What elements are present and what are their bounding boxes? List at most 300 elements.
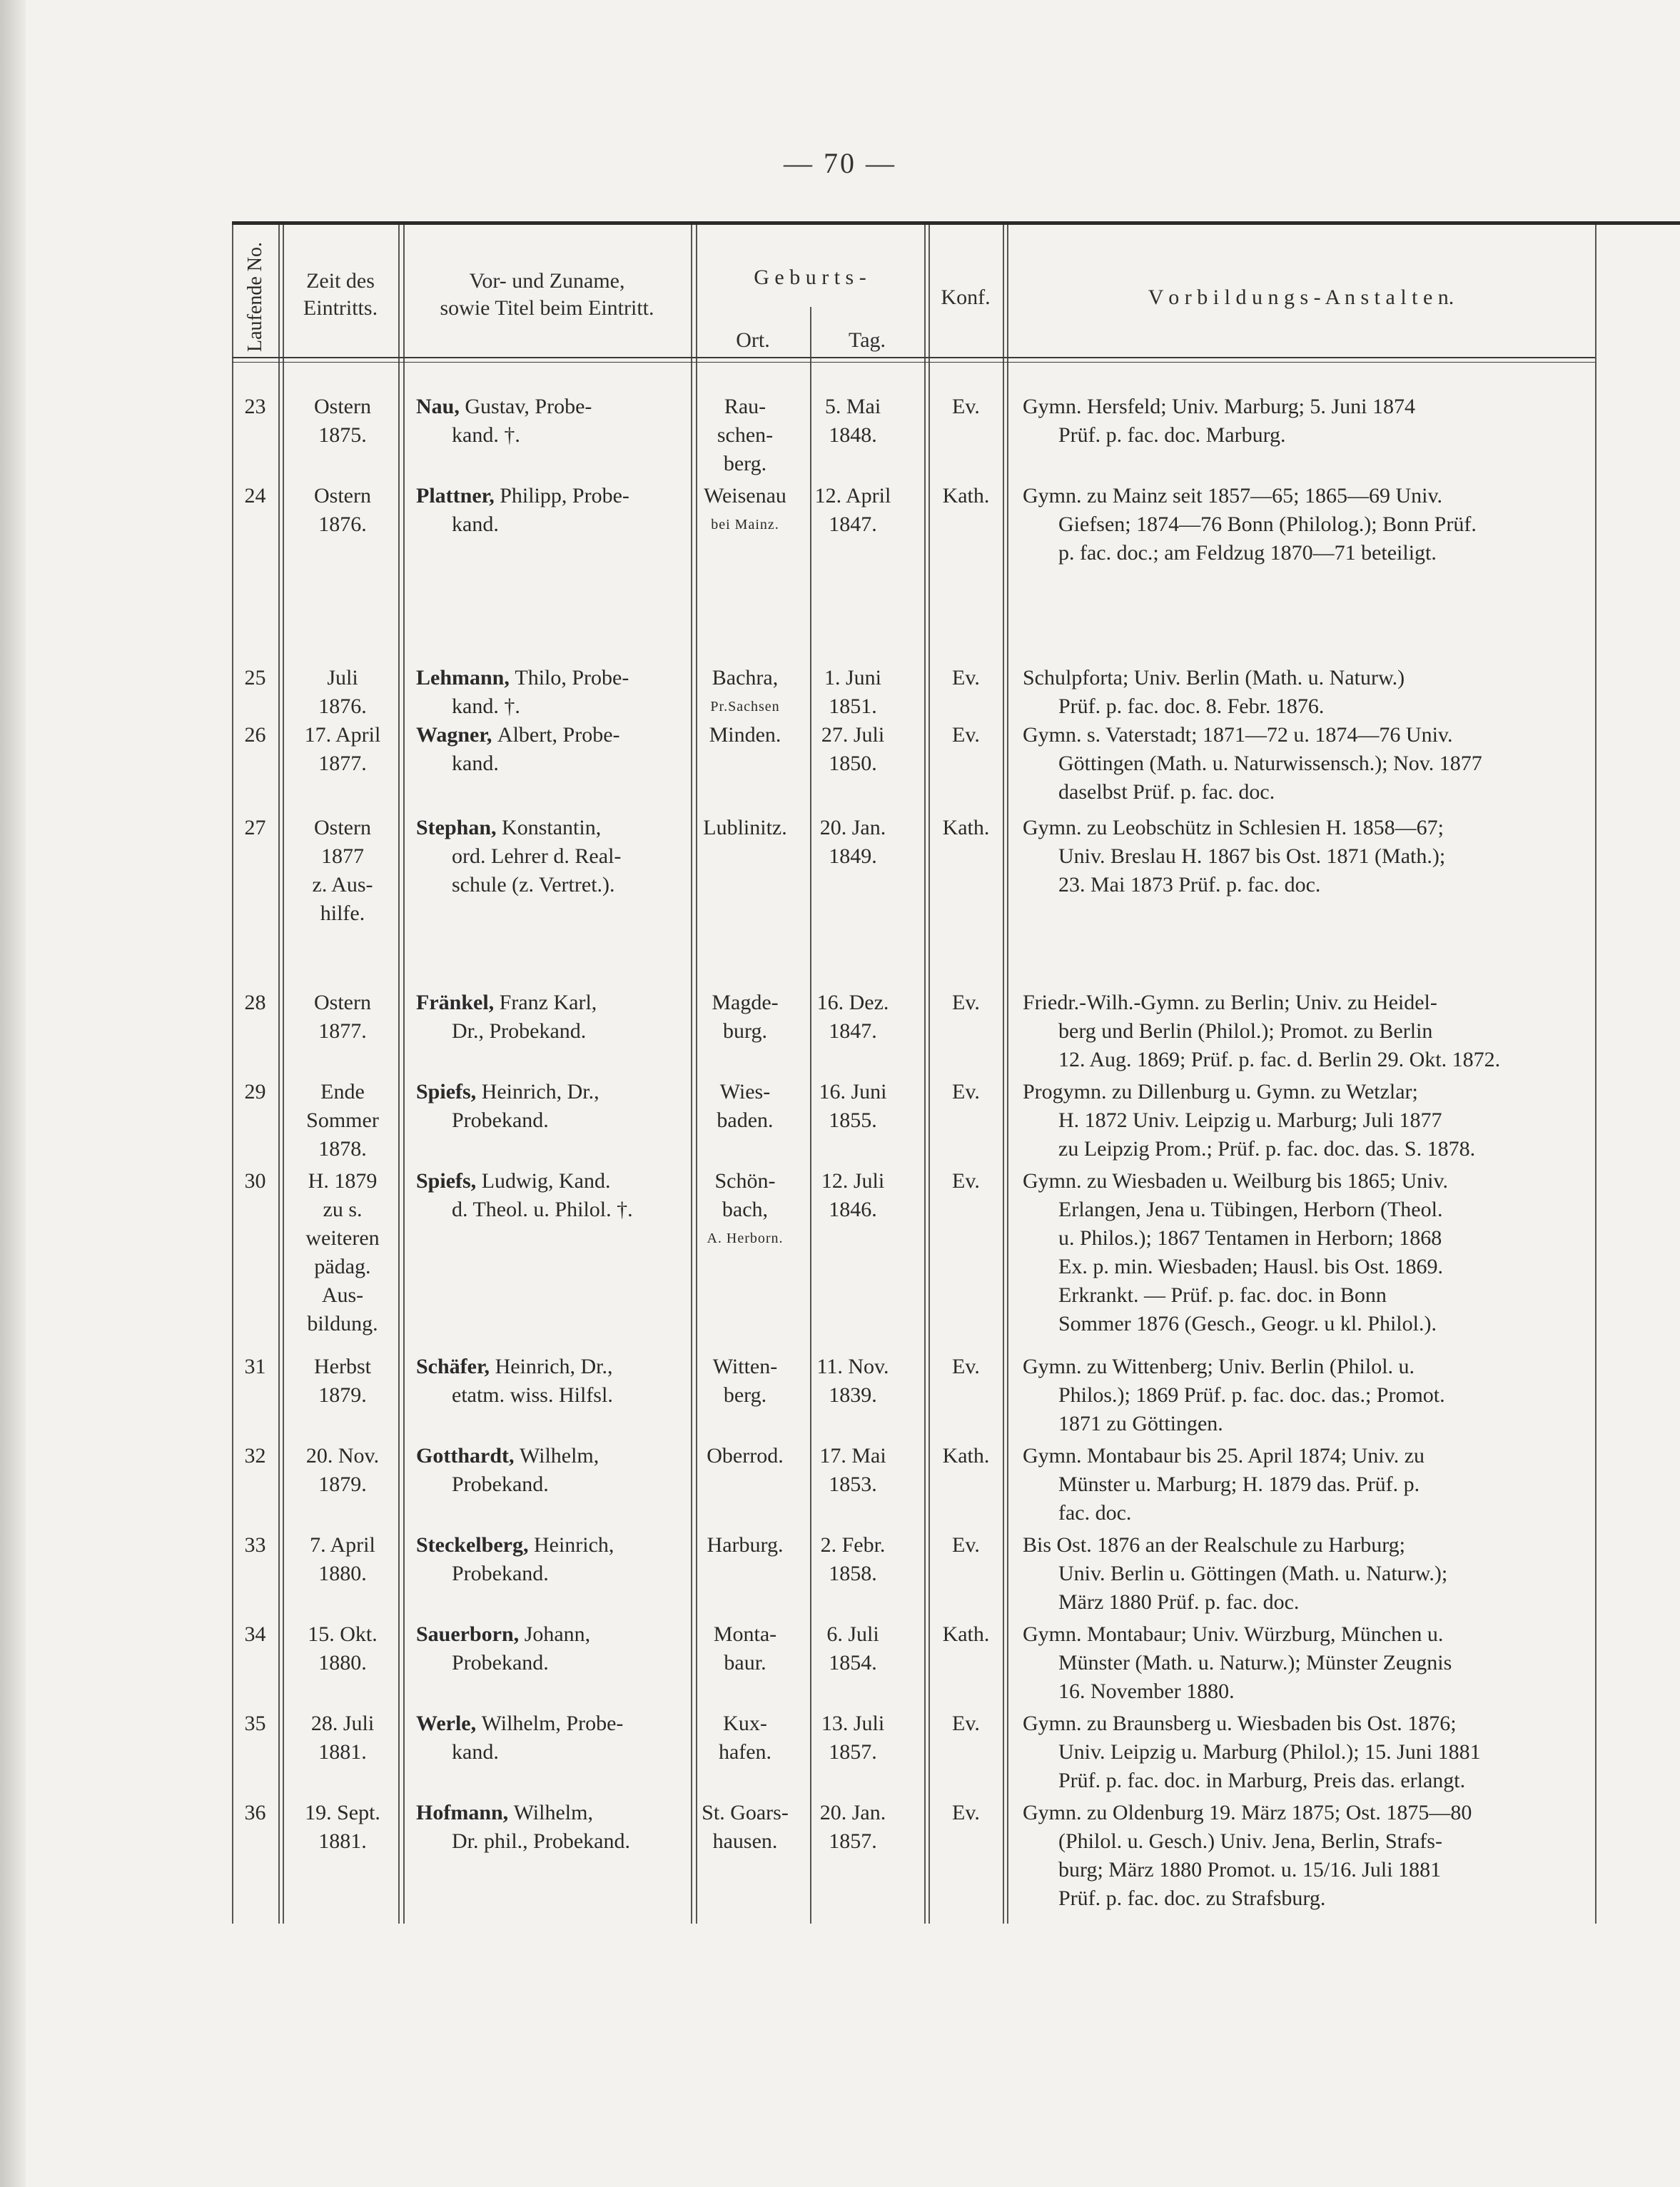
- entry-date: [285, 393, 400, 450]
- birth-place-line: Kux-: [723, 1712, 767, 1735]
- person-surname: Plattner,: [416, 484, 500, 507]
- row-number: 30: [244, 1169, 266, 1193]
- person-name-line: [416, 664, 694, 692]
- birth-place: [694, 393, 796, 478]
- birth-date-line: 12. April: [814, 484, 891, 507]
- birth-date-line: 12. Juli: [821, 1169, 885, 1193]
- education-history-line: Gymn. Montabaur; Univ. Würzburg, München u.: [1023, 1622, 1444, 1646]
- row-number: 35: [244, 1712, 266, 1735]
- column-divider: [278, 225, 280, 1924]
- education-history-line: Sommer 1876 (Gesch., Geogr. u kl. Philol.).: [1058, 1312, 1437, 1335]
- birth-date-line: 11. Nov.: [816, 1355, 889, 1378]
- birth-place-line: bach,: [722, 1198, 769, 1221]
- birth-place-line: A. Herborn.: [707, 1231, 784, 1246]
- confession: Ev.: [952, 1712, 980, 1735]
- entry-date-line: 1881.: [318, 1740, 367, 1764]
- confession: Ev.: [952, 395, 980, 418]
- entry-date: [285, 814, 400, 928]
- birth-date-line: 1847.: [829, 512, 877, 536]
- row-number: 32: [244, 1444, 266, 1468]
- birth-date: [803, 1353, 903, 1410]
- person-given-name: Heinrich, Dr.,: [495, 1355, 613, 1378]
- person-given-name: Gustav, Probe-: [465, 395, 592, 418]
- birth-date-line: 6. Juli: [826, 1622, 879, 1646]
- entry-date: [285, 1442, 400, 1499]
- row-number: 26: [244, 723, 266, 747]
- person-name: [416, 814, 694, 899]
- birth-place-line: Rau-: [724, 395, 766, 418]
- person-name-line: kand.: [452, 752, 499, 775]
- person-given-name: Thilo, Probe-: [515, 666, 629, 690]
- entry-date-line: 20. Nov.: [305, 1444, 380, 1468]
- entry-date: [285, 1167, 400, 1338]
- header-name-line1: Vor- und Zuname,: [469, 269, 625, 293]
- birth-place-line: schen-: [717, 423, 774, 447]
- education-history: [1023, 1531, 1587, 1617]
- person-name: [416, 721, 694, 778]
- birth-place: [694, 989, 796, 1046]
- person-surname: Stephan,: [416, 816, 502, 839]
- row-number: 36: [244, 1801, 266, 1824]
- education-history-line: Prüf. p. fac. doc. Marburg.: [1058, 423, 1286, 447]
- entry-date-line: 1881.: [318, 1829, 367, 1853]
- top-rule: [232, 221, 1680, 225]
- education-history: [1023, 1709, 1587, 1795]
- person-given-name: Wilhelm, Probe-: [481, 1712, 624, 1735]
- entry-date: [285, 1620, 400, 1677]
- education-history-line: berg und Berlin (Philol.); Promot. zu Berlin: [1058, 1019, 1433, 1043]
- page-gutter: [0, 0, 26, 2187]
- birth-date-line: 16. Juni: [819, 1080, 887, 1103]
- education-history: [1023, 1620, 1587, 1706]
- education-history-line: Göttingen (Math. u. Naturwissensch.); Nov. 1877: [1058, 752, 1482, 775]
- birth-date-line: 1848.: [829, 423, 877, 447]
- entry-date-line: Ende: [320, 1080, 365, 1103]
- row-number: 33: [244, 1533, 266, 1557]
- birth-place-line: Magde-: [712, 991, 779, 1014]
- page-number: — 70 —: [784, 147, 896, 179]
- header-ort: Ort.: [736, 328, 770, 352]
- birth-date-line: 1846.: [829, 1198, 877, 1221]
- column-divider: [283, 225, 284, 1924]
- person-surname: Spiefs,: [416, 1169, 482, 1193]
- person-given-name: Ludwig, Kand.: [481, 1169, 611, 1193]
- education-history-line: Philos.); 1869 Prüf. p. fac. doc. das.; Promot.: [1058, 1383, 1445, 1407]
- education-history-line: Bis Ost. 1876 an der Realschule zu Harburg;: [1023, 1533, 1406, 1557]
- confession: Kath.: [942, 1622, 990, 1646]
- entry-date-line: Ostern: [314, 991, 371, 1014]
- person-name: [416, 482, 694, 539]
- person-surname: Wagner,: [416, 723, 497, 747]
- education-history-line: Univ. Leipzig u. Marburg (Philol.); 15. Juni 1881: [1058, 1740, 1481, 1764]
- birth-date: [803, 664, 903, 721]
- birth-date: [803, 1620, 903, 1677]
- birth-date: [803, 1167, 903, 1224]
- education-history-line: Gymn. Montabaur bis 25. April 1874; Univ. zu: [1023, 1444, 1425, 1468]
- birth-date-line: 1850.: [829, 752, 877, 775]
- column-divider: [928, 225, 930, 1924]
- education-history-line: Gymn. zu Mainz seit 1857—65; 1865—69 Univ.: [1023, 484, 1443, 507]
- entry-date-line: 1877.: [318, 1019, 367, 1043]
- birth-place: [694, 1167, 796, 1253]
- person-name: [416, 1442, 694, 1499]
- birth-date: [803, 1531, 903, 1588]
- birth-date-line: 1854.: [829, 1651, 877, 1675]
- header-konf: Konf.: [941, 286, 991, 309]
- education-history: [1023, 989, 1587, 1074]
- birth-date: [803, 721, 903, 778]
- birth-place-line: Harburg.: [707, 1533, 784, 1557]
- birth-place-line: berg.: [723, 1383, 767, 1407]
- person-name-line: ord. Lehrer d. Real-: [452, 844, 622, 868]
- entry-date-line: z. Aus-: [312, 873, 373, 896]
- birth-place-line: Minden.: [709, 723, 781, 747]
- person-name-line: Probekand.: [452, 1108, 549, 1132]
- header-tag: Tag.: [848, 328, 886, 352]
- birth-date-line: 2. Febr.: [820, 1533, 886, 1557]
- entry-date-line: Juli: [327, 666, 358, 690]
- education-history-line: Gymn. s. Vaterstadt; 1871—72 u. 1874—76 Univ.: [1023, 723, 1453, 747]
- education-history-line: Schulpforta; Univ. Berlin (Math. u. Naturw.): [1023, 666, 1405, 690]
- confession: Ev.: [952, 1355, 980, 1378]
- birth-date: [803, 1078, 903, 1135]
- entry-date: [285, 1353, 400, 1410]
- entry-date-line: pädag.: [314, 1255, 371, 1278]
- education-history: [1023, 482, 1587, 567]
- education-history-line: fac. doc.: [1058, 1501, 1132, 1525]
- birth-place: [694, 1353, 796, 1410]
- header-geburts: G e b u r t s -: [754, 266, 866, 289]
- person-name-line: [416, 1531, 694, 1560]
- person-name: [416, 1620, 694, 1677]
- birth-place-line: hausen.: [712, 1829, 778, 1853]
- birth-date: [803, 1799, 903, 1856]
- entry-date-line: 1876.: [318, 695, 367, 718]
- person-name-line: [416, 482, 694, 510]
- header-name-line2: sowie Titel beim Eintritt.: [440, 296, 654, 320]
- person-surname: Werle,: [416, 1712, 482, 1735]
- birth-place: [694, 1442, 796, 1470]
- education-history: [1023, 1799, 1587, 1913]
- confession: Ev.: [952, 1080, 980, 1103]
- birth-place-line: burg.: [723, 1019, 767, 1043]
- education-history-line: Univ. Breslau H. 1867 bis Ost. 1871 (Math.);: [1058, 844, 1446, 868]
- person-name-line: kand.: [452, 512, 499, 536]
- person-given-name: Heinrich, Dr.,: [481, 1080, 599, 1103]
- entry-date-line: Herbst: [314, 1355, 371, 1378]
- education-history-line: Univ. Berlin u. Göttingen (Math. u. Naturw.);: [1058, 1562, 1448, 1585]
- education-history-line: Progymn. zu Dillenburg u. Gymn. zu Wetzlar;: [1023, 1080, 1418, 1103]
- person-name-line: d. Theol. u. Philol. †.: [452, 1198, 633, 1221]
- person-name-line: [416, 1078, 694, 1106]
- education-history-line: 23. Mai 1873 Prüf. p. fac. doc.: [1058, 873, 1321, 896]
- birth-date: [803, 1709, 903, 1767]
- column-divider: [1007, 225, 1008, 1924]
- person-name: [416, 1353, 694, 1410]
- education-history-line: zu Leipzig Prom.; Prüf. p. fac. doc. das. S. 1878.: [1058, 1137, 1476, 1161]
- header-rule: [232, 357, 1595, 363]
- person-surname: Nau,: [416, 395, 465, 418]
- person-name-line: [416, 989, 694, 1017]
- person-name: [416, 1531, 694, 1588]
- birth-place-line: berg.: [723, 452, 767, 475]
- education-history: [1023, 814, 1587, 899]
- person-name-line: [416, 393, 694, 421]
- header-laufende-no: Laufende No.: [244, 242, 266, 352]
- birth-date-line: 1858.: [829, 1562, 877, 1585]
- entry-date: [285, 1709, 400, 1767]
- entry-date-line: H. 1879: [308, 1169, 378, 1193]
- birth-date-line: 16. Dez.: [816, 991, 889, 1014]
- birth-place-line: Monta-: [713, 1622, 777, 1646]
- birth-date: [803, 393, 903, 450]
- person-name-line: Probekand.: [452, 1651, 549, 1675]
- birth-date-line: 20. Jan.: [819, 816, 886, 839]
- entry-date: [285, 664, 400, 721]
- education-history-line: Münster (Math. u. Naturw.); Münster Zeugnis: [1058, 1651, 1452, 1675]
- birth-place-line: Bachra,: [712, 666, 779, 690]
- birth-date-line: 27. Juli: [821, 723, 885, 747]
- entry-date-line: 1879.: [318, 1383, 367, 1407]
- person-surname: Spiefs,: [416, 1080, 482, 1103]
- entry-date-line: bildung.: [307, 1312, 378, 1335]
- entry-date-line: zu s.: [323, 1198, 363, 1221]
- birth-place-line: baden.: [717, 1108, 774, 1132]
- education-history-line: Gymn. zu Leobschütz in Schlesien H. 1858—67;: [1023, 816, 1444, 839]
- birth-date-line: 1853.: [829, 1473, 877, 1496]
- education-history: [1023, 1353, 1587, 1438]
- education-history-line: Prüf. p. fac. doc. in Marburg, Preis das. erlangt.: [1058, 1769, 1466, 1792]
- row-number: 24: [244, 484, 266, 507]
- person-name-line: [416, 1709, 694, 1738]
- person-name-line: Probekand.: [452, 1562, 549, 1585]
- education-history-line: burg; März 1880 Promot. u. 15/16. Juli 1881: [1058, 1858, 1442, 1882]
- birth-date-line: 1855.: [829, 1108, 877, 1132]
- entry-date-line: 19. Sept.: [305, 1801, 380, 1824]
- education-history-line: Gymn. zu Oldenburg 19. März 1875; Ost. 1875—80: [1023, 1801, 1472, 1824]
- confession: Ev.: [952, 666, 980, 690]
- entry-date: [285, 1799, 400, 1856]
- row-number: 23: [244, 395, 266, 418]
- person-name-line: [416, 1167, 694, 1196]
- birth-place-line: Oberrod.: [707, 1444, 784, 1468]
- birth-place: [694, 1078, 796, 1135]
- birth-place: [694, 664, 796, 721]
- header-vorbildung: V o r b i l d u n g s - A n s t a l t e n.: [1148, 286, 1454, 309]
- education-history-line: Friedr.-Wilh.-Gymn. zu Berlin; Univ. zu Heidel-: [1023, 991, 1437, 1014]
- education-history-line: Erkrankt. — Prüf. p. fac. doc. in Bonn: [1058, 1283, 1387, 1307]
- education-history-line: p. fac. doc.; am Feldzug 1870—71 beteiligt.: [1058, 541, 1437, 565]
- birth-date-line: 1. Juni: [824, 666, 881, 690]
- entry-date-line: Ostern: [314, 816, 371, 839]
- person-surname: Gotthardt,: [416, 1444, 520, 1468]
- person-given-name: Wilhelm,: [520, 1444, 599, 1468]
- entry-date-line: 1876.: [318, 512, 367, 536]
- person-name-line: [416, 814, 694, 842]
- education-history-line: Giefsen; 1874—76 Bonn (Philolog.); Bonn Prüf.: [1058, 512, 1477, 536]
- birth-date: [803, 814, 903, 871]
- person-name-line: schule (z. Vertret.).: [452, 873, 615, 896]
- person-name-line: Probekand.: [452, 1473, 549, 1496]
- education-history-line: Prüf. p. fac. doc. zu Strafsburg.: [1058, 1887, 1326, 1910]
- person-surname: Schäfer,: [416, 1355, 495, 1378]
- row-number: 29: [244, 1080, 266, 1103]
- person-given-name: Albert, Probe-: [497, 723, 620, 747]
- birth-date-line: 17. Mai: [819, 1444, 886, 1468]
- education-history-line: Gymn. Hersfeld; Univ. Marburg; 5. Juni 1874: [1023, 395, 1415, 418]
- birth-place-line: Schön-: [714, 1169, 776, 1193]
- birth-place: [694, 1620, 796, 1677]
- person-surname: Lehmann,: [416, 666, 515, 690]
- entry-date-line: 15. Okt.: [308, 1622, 378, 1646]
- column-divider: [403, 225, 405, 1924]
- header-zeit-line1: Zeit des: [306, 269, 375, 293]
- person-given-name: Wilhelm,: [513, 1801, 593, 1824]
- person-given-name: Konstantin,: [502, 816, 602, 839]
- row-number: 31: [244, 1355, 266, 1378]
- confession: Kath.: [942, 1444, 990, 1468]
- birth-date: [803, 1442, 903, 1499]
- column-divider: [1595, 225, 1596, 1924]
- education-history-line: Erlangen, Jena u. Tübingen, Herborn (Theol.: [1058, 1198, 1443, 1221]
- education-history: [1023, 664, 1587, 721]
- education-history-line: Gymn. zu Braunsberg u. Wiesbaden bis Ost. 1876;: [1023, 1712, 1457, 1735]
- entry-date: [285, 482, 400, 539]
- education-history-line: (Philol. u. Gesch.) Univ. Jena, Berlin, Strafs-: [1058, 1829, 1442, 1853]
- confession: Kath.: [942, 484, 990, 507]
- entry-date-line: 7. April: [310, 1533, 375, 1557]
- column-divider: [1003, 225, 1004, 1924]
- entry-date-line: 1879.: [318, 1473, 367, 1496]
- person-name-line: kand.: [452, 1740, 499, 1764]
- birth-place: [694, 1799, 796, 1856]
- education-history: [1023, 1167, 1587, 1338]
- entry-date-line: weiteren: [305, 1226, 380, 1250]
- birth-date-line: 1857.: [829, 1740, 877, 1764]
- entry-date: [285, 1078, 400, 1163]
- birth-place-line: hafen.: [718, 1740, 772, 1764]
- person-surname: Hofmann,: [416, 1801, 514, 1824]
- person-surname: Steckelberg,: [416, 1533, 534, 1557]
- entry-date: [285, 1531, 400, 1588]
- person-name: [416, 1167, 694, 1224]
- person-name-line: Dr. phil., Probekand.: [452, 1829, 630, 1853]
- birth-place-line: Weisenau: [704, 484, 786, 507]
- birth-place-line: Witten-: [712, 1355, 778, 1378]
- education-history-line: Gymn. zu Wiesbaden u. Weilburg bis 1865; Univ.: [1023, 1169, 1449, 1193]
- birth-date: [803, 989, 903, 1046]
- birth-date-line: 5. Mai: [824, 395, 881, 418]
- person-given-name: Heinrich,: [533, 1533, 614, 1557]
- entry-date-line: 1877: [321, 844, 364, 868]
- entry-date-line: 1880.: [318, 1651, 367, 1675]
- birth-place-line: Wies-: [719, 1080, 771, 1103]
- person-name-line: [416, 1353, 694, 1381]
- education-history-line: Prüf. p. fac. doc. 8. Febr. 1876.: [1058, 695, 1325, 718]
- birth-date-line: 1847.: [829, 1019, 877, 1043]
- birth-date-line: 20. Jan.: [819, 1801, 886, 1824]
- entry-date-line: 1877.: [318, 752, 367, 775]
- birth-place-line: Lublinitz.: [703, 816, 787, 839]
- header-zeit-line2: Eintritts.: [303, 296, 378, 320]
- person-name-line: etatm. wiss. Hilfsl.: [452, 1383, 613, 1407]
- person-name: [416, 989, 694, 1046]
- entry-date-line: 1880.: [318, 1562, 367, 1585]
- row-number: 25: [244, 666, 266, 690]
- birth-place: [694, 1531, 796, 1560]
- person-surname: Sauerborn,: [416, 1622, 525, 1646]
- entry-date-line: 28. Juli: [310, 1712, 375, 1735]
- entry-date-line: 17. April: [304, 723, 381, 747]
- education-history: [1023, 1442, 1587, 1527]
- education-history-line: Gymn. zu Wittenberg; Univ. Berlin (Philol. u.: [1023, 1355, 1415, 1378]
- row-number: 34: [244, 1622, 266, 1646]
- entry-date-line: hilfe.: [320, 901, 365, 925]
- person-name: [416, 664, 694, 721]
- birth-place-line: baur.: [724, 1651, 766, 1675]
- confession: Ev.: [952, 1533, 980, 1557]
- confession: Kath.: [942, 816, 990, 839]
- confession: Ev.: [952, 1169, 980, 1193]
- column-divider: [232, 225, 233, 1924]
- person-name: [416, 1709, 694, 1767]
- education-history: [1023, 393, 1587, 450]
- birth-place-line: bei Mainz.: [711, 517, 779, 532]
- birth-place: [694, 814, 796, 842]
- education-history-line: daselbst Prüf. p. fac. doc.: [1058, 780, 1275, 804]
- birth-place: [694, 721, 796, 749]
- person-name-line: kand. †.: [452, 423, 520, 447]
- entry-date-line: Ostern: [314, 484, 371, 507]
- education-history-line: 1871 zu Göttingen.: [1058, 1412, 1223, 1435]
- person-name: [416, 1799, 694, 1856]
- person-name-line: [416, 1442, 694, 1470]
- birth-date-line: 1839.: [829, 1383, 877, 1407]
- entry-date: [285, 989, 400, 1046]
- person-given-name: Franz Karl,: [499, 991, 597, 1014]
- person-name-line: [416, 1799, 694, 1827]
- row-number: 28: [244, 991, 266, 1014]
- person-given-name: Johann,: [524, 1622, 591, 1646]
- education-history-line: März 1880 Prüf. p. fac. doc.: [1058, 1590, 1300, 1614]
- entry-date-line: Ostern: [314, 395, 371, 418]
- birth-place: [694, 482, 796, 539]
- person-name-line: [416, 721, 694, 749]
- education-history-line: u. Philos.); 1867 Tentamen in Herborn; 1868: [1058, 1226, 1442, 1250]
- person-name-line: Dr., Probekand.: [452, 1019, 587, 1043]
- confession: Ev.: [952, 991, 980, 1014]
- entry-date: [285, 721, 400, 778]
- birth-date: [803, 482, 903, 539]
- entry-date-line: Aus-: [321, 1283, 364, 1307]
- person-given-name: Philipp, Probe-: [500, 484, 629, 507]
- entry-date-line: 1878.: [318, 1137, 367, 1161]
- column-divider: [924, 225, 926, 1924]
- birth-place: [694, 1709, 796, 1767]
- education-history-line: Münster u. Marburg; H. 1879 das. Prüf. p.: [1058, 1473, 1420, 1496]
- education-history: [1023, 1078, 1587, 1163]
- birth-place-line: Pr.Sachsen: [710, 699, 780, 714]
- birth-date-line: 1851.: [829, 695, 877, 718]
- education-history-line: 16. November 1880.: [1058, 1680, 1235, 1703]
- confession: Ev.: [952, 1801, 980, 1824]
- birth-place-line: St. Goars-: [702, 1801, 789, 1824]
- education-history: [1023, 721, 1587, 807]
- person-name-line: [416, 1620, 694, 1649]
- entry-date-line: Sommer: [306, 1108, 379, 1132]
- birth-date-line: 1857.: [829, 1829, 877, 1853]
- person-surname: Fränkel,: [416, 991, 500, 1014]
